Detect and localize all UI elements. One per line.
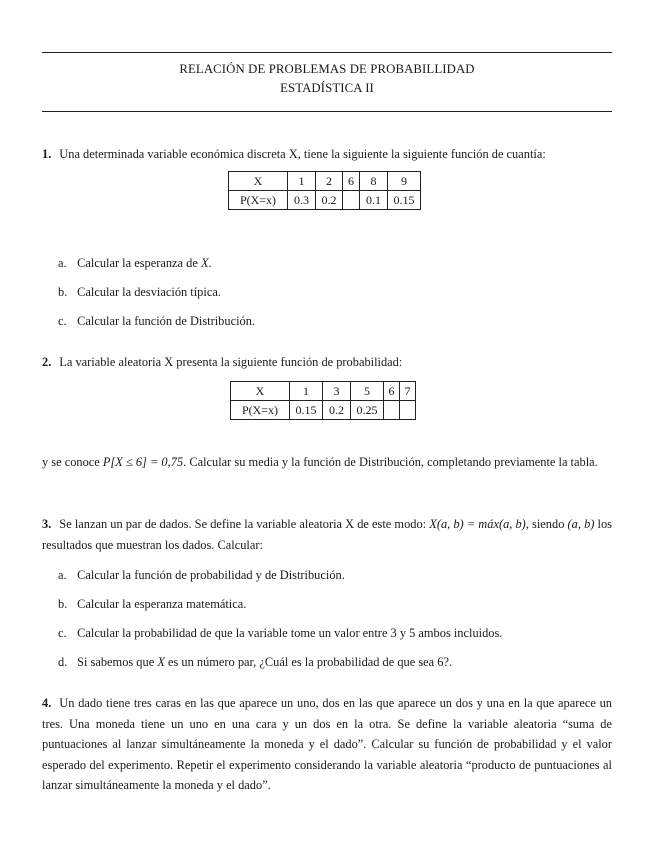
problem-number: 3. [42, 517, 52, 531]
problem-1-table [228, 171, 421, 210]
continuation-text: . Calcular su media y la función de Distribución, completando previamente la tabla. [183, 455, 598, 469]
item-text: Calcular la esperanza matemática. [77, 597, 247, 611]
problem-3-item-d [58, 653, 612, 671]
problem-1-item-c [58, 312, 612, 330]
problem-text: Se lanzan un par de dados. Se define la variable aleatoria X de este modo: [59, 517, 427, 531]
problem-2-table [230, 381, 416, 420]
table-row-label: P(X=x) [229, 191, 288, 210]
table-cell-x: 7 [400, 382, 416, 401]
item-variable: X [157, 655, 165, 669]
problem-3-statement [42, 514, 612, 555]
variable-definition: X(a, b) = máx(a, b) [429, 517, 526, 531]
table-cell-x: 3 [323, 382, 351, 401]
item-label: b. [58, 597, 68, 611]
item-text: Calcular la probabilidad de que la variable tome un valor entre 3 y 5 ambos incluidos. [77, 626, 503, 640]
table-cell-p: 0.15 [290, 401, 323, 420]
item-label: b. [58, 285, 68, 299]
problem-1-item-b [58, 283, 612, 301]
table-cell-p: 0.1 [360, 191, 388, 210]
item-text: es un número par, ¿Cuál es la probabilidad de que sea 6?. [168, 655, 453, 669]
dice-pair: (a, b) [567, 517, 595, 531]
problem-text-c: los resultados que muestran los dados. Calcular: [42, 517, 613, 552]
item-text: Calcular la función de probabilidad y de Distribución. [77, 568, 345, 582]
table-cell-p: 0.3 [288, 191, 316, 210]
problem-3-item-c [58, 624, 612, 642]
table-cell-x: 1 [288, 172, 316, 191]
problem-text: Una determinada variable económica discreta X, tiene la siguiente la siguiente función de cuantía: [59, 147, 546, 161]
page-subtitle: ESTADÍSTICA II [280, 81, 374, 95]
continuation-prefix: y se conoce [42, 455, 100, 469]
table-cell-p: 0.2 [323, 401, 351, 420]
problem-text: La variable aleatoria X presenta la siguiente función de probabilidad: [59, 355, 403, 369]
item-label: a. [58, 256, 67, 270]
item-variable: X [200, 256, 209, 270]
table-cell-x: 6 [343, 172, 360, 191]
table-cell-x: 8 [360, 172, 388, 191]
header-top-rule [42, 52, 612, 53]
problem-number: 4. [42, 696, 52, 710]
table-cell-p: 0.25 [351, 401, 384, 420]
item-end: . [208, 256, 212, 270]
problem-1-item-a [58, 254, 612, 272]
table-cell-x: 5 [351, 382, 384, 401]
problem-text: Un dado tiene tres caras en las que aparece un uno, dos en las que aparece un dos y una en la que aparece un tres. Una moneda tiene un uno en una cara y un dos en la otra. Se define la variable aleatoria “suma de puntuaciones al lanzar simultáneamente la moneda y el dado”. Calcular su función de probabilidad y el valor esperado del experimento. Repetir el experimento considerando la variable aleatoria “producto de puntuaciones al lanzar simultáneamente la moneda y el dado”. [42, 696, 612, 792]
table-row-p [231, 401, 416, 420]
item-label: c. [58, 626, 67, 640]
table-cell-x: 6 [384, 382, 400, 401]
page-title: RELACIÓN DE PROBLEMAS DE PROBABILLIDAD [179, 62, 475, 76]
item-text: Calcular la esperanza de [77, 256, 198, 270]
problem-3-item-b [58, 595, 612, 613]
header-bottom-rule [42, 111, 612, 112]
problem-1-statement [42, 144, 612, 165]
item-label: d. [58, 655, 68, 669]
table-cell-p: 0.2 [316, 191, 343, 210]
table-cell-p [384, 401, 400, 420]
page-header [42, 60, 612, 98]
item-text: Calcular la desviación típica. [77, 285, 221, 299]
item-pre: Si sabemos que [77, 655, 155, 669]
problem-text-b: , siendo [525, 517, 565, 531]
problem-2-statement [42, 352, 612, 373]
table-cell-p [343, 191, 360, 210]
table-row-x [229, 172, 421, 191]
table-cell-x: 2 [316, 172, 343, 191]
table-row-label: X [231, 382, 290, 401]
problem-number: 1. [42, 147, 52, 161]
problem-2-continuation [42, 452, 612, 473]
table-cell-p [400, 401, 416, 420]
table-row-label: P(X=x) [231, 401, 290, 420]
problem-4-statement [42, 693, 612, 796]
table-cell-x: 1 [290, 382, 323, 401]
item-label: c. [58, 314, 67, 328]
probability-condition: P[X ≤ 6] = 0,75 [102, 455, 184, 469]
item-text: Calcular la función de Distribución. [77, 314, 256, 328]
table-row-p [229, 191, 421, 210]
table-row-x [231, 382, 416, 401]
table-cell-x: 9 [388, 172, 421, 191]
table-cell-p: 0.15 [388, 191, 421, 210]
problem-number: 2. [42, 355, 52, 369]
table-row-label: X [229, 172, 288, 191]
item-label: a. [58, 568, 67, 582]
problem-3-item-a [58, 566, 612, 584]
